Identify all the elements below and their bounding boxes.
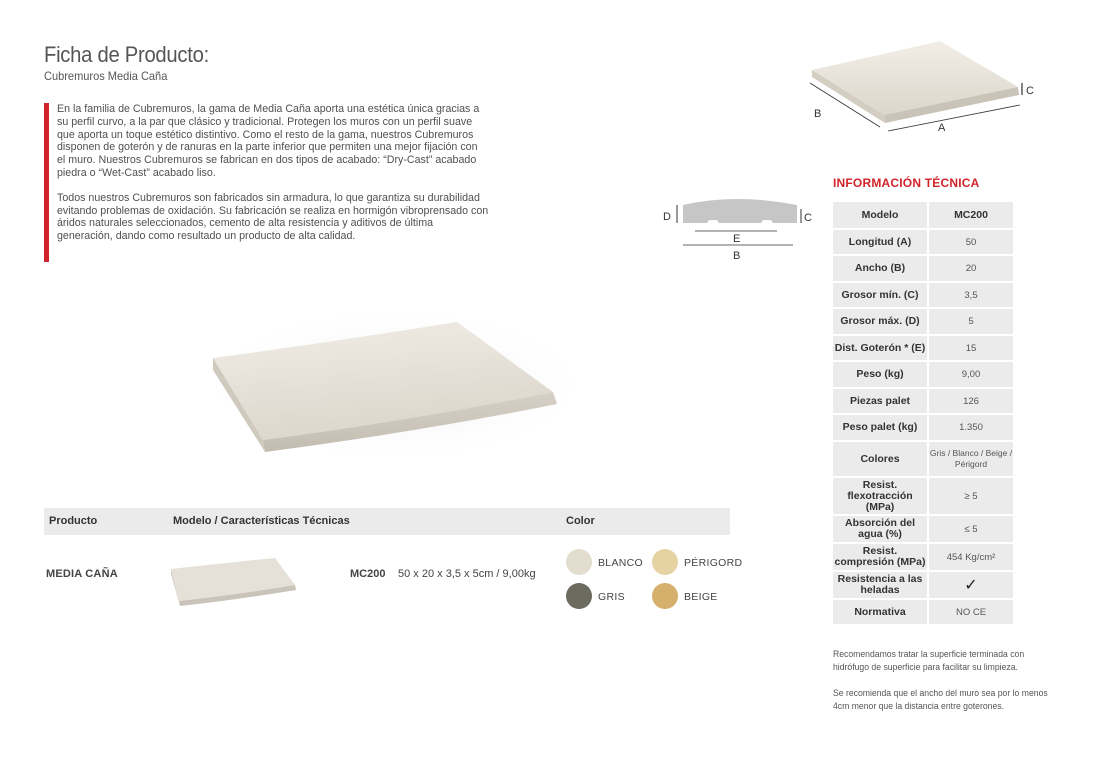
color-swatch-perigord (652, 549, 678, 575)
column-model: Modelo / Características Técnicas (173, 515, 350, 527)
tech-label: Resist. compresión (MPa) (833, 543, 928, 571)
color-label-blanco: BLANCO (598, 557, 643, 569)
tech-label: Normativa (833, 599, 928, 625)
product-table-header (44, 508, 730, 535)
tech-value: 126 (928, 388, 1013, 414)
column-color: Color (566, 515, 595, 527)
tech-row (833, 282, 1013, 308)
label-a: A (938, 122, 946, 134)
tech-value: 20 (928, 255, 1013, 282)
tech-row (833, 441, 1013, 477)
tech-label: Peso (kg) (833, 361, 928, 388)
tech-row (833, 335, 1013, 361)
column-product: Producto (49, 515, 98, 527)
tech-row (833, 229, 1013, 255)
tech-value: 50 (928, 229, 1013, 255)
tech-label: Modelo (833, 202, 928, 229)
accent-bar (44, 103, 49, 262)
tech-value: 9,00 (928, 361, 1013, 388)
tech-label: Longitud (A) (833, 229, 928, 255)
tech-value: ≤ 5 (928, 515, 1013, 543)
tech-info-title: INFORMACIÓN TÉCNICA (833, 176, 980, 190)
tech-row (833, 255, 1013, 282)
intro-text (57, 103, 489, 255)
intro-paragraph-1: En la familia de Cubremuros, la gama de Media Caña aporta una estética única gracias a su perfil curvo, a la par que clásico y tradicional. Protegen los muros con un perfil suave que aporta un toque estético distintivo. Como el resto de la gama, nuestros Cubremuros disponen de goterón y de ranuras en la parte inferior que permiten una mejor fijación con el muro. Nuestros Cubremuros se fabrican en dos tipos de acabado: “Dry-Cast” acabado piedra o “Wet-Cast” acabado liso. (57, 103, 480, 179)
label-d: D (663, 211, 671, 223)
color-swatch-gris (566, 583, 592, 609)
tech-row (833, 543, 1013, 571)
note-wall-width: Se recomienda que el ancho del muro sea por lo menos 4cm menor que la distancia entre goterones. (833, 688, 1048, 711)
color-swatch-blanco (566, 549, 592, 575)
label-c-profile: C (804, 212, 812, 224)
tech-label: Resistencia a las heladas (833, 571, 928, 599)
tech-value: 15 (928, 335, 1013, 361)
tech-row (833, 202, 1013, 229)
tech-row (833, 571, 1013, 599)
tech-label: Grosor mín. (C) (833, 282, 928, 308)
tech-row (833, 515, 1013, 543)
tech-value: Gris / Blanco / Beige / Périgord (928, 441, 1013, 477)
tech-row (833, 414, 1013, 441)
product-thumbnail (165, 555, 305, 610)
model-code: MC200 (350, 568, 386, 580)
label-b: B (814, 108, 822, 120)
product-name: MEDIA CAÑA (46, 568, 118, 580)
intro-paragraph-2: Todos nuestros Cubremuros son fabricados sin armadura, lo que garantiza su durabilidad evitando problemas de oxidación. Su fabricación se realiza en hormigón vibroprensado con áridos naturales seleccionados, cemento de alta resistencia y aditivos de última generación, dando como resultado un producto de alta calidad. (57, 191, 489, 243)
tech-value: ≥ 5 (928, 477, 1013, 515)
check-icon: ✓ (928, 571, 1013, 599)
tech-label: Grosor máx. (D) (833, 308, 928, 335)
tech-row (833, 361, 1013, 388)
note-surface-treatment: Recomendamos tratar la superficie terminada con hidrófugo de superficie para facilitar su limpieza. (833, 649, 1025, 672)
tech-row (833, 388, 1013, 414)
tech-value: 5 (928, 308, 1013, 335)
tech-value: 1.350 (928, 414, 1013, 441)
tech-label: Piezas palet (833, 388, 928, 414)
tech-label: Peso palet (kg) (833, 414, 928, 441)
tech-value: NO CE (928, 599, 1013, 625)
color-label-beige: BEIGE (684, 591, 718, 603)
model-dimensions: 50 x 20 x 3,5 x 5cm / 9,00kg (398, 568, 536, 580)
tech-row (833, 308, 1013, 335)
tech-row (833, 477, 1013, 515)
tech-label: Dist. Goterón * (E) (833, 335, 928, 361)
tech-label: Resist. flexotracción (MPa) (833, 477, 928, 515)
label-c: C (1026, 85, 1034, 97)
tech-value: MC200 (928, 202, 1013, 229)
tech-label: Absorción del agua (%) (833, 515, 928, 543)
tech-info-table (833, 202, 1013, 626)
page-subtitle: Cubremuros Media Caña (44, 69, 168, 83)
tech-value: 3,5 (928, 282, 1013, 308)
color-label-gris: GRIS (598, 591, 625, 603)
profile-diagram (655, 195, 815, 265)
color-label-perigord: PÉRIGORD (684, 557, 743, 569)
product-image (195, 300, 595, 470)
tech-value: 454 Kg/cm² (928, 543, 1013, 571)
label-b-profile: B (733, 250, 741, 262)
page-title: Ficha de Producto: (44, 42, 209, 67)
label-e: E (733, 233, 741, 245)
dimension-drawing-3d (800, 35, 1050, 140)
tech-label: Colores (833, 441, 928, 477)
color-swatch-beige (652, 583, 678, 609)
tech-label: Ancho (B) (833, 255, 928, 282)
tech-row (833, 599, 1013, 625)
